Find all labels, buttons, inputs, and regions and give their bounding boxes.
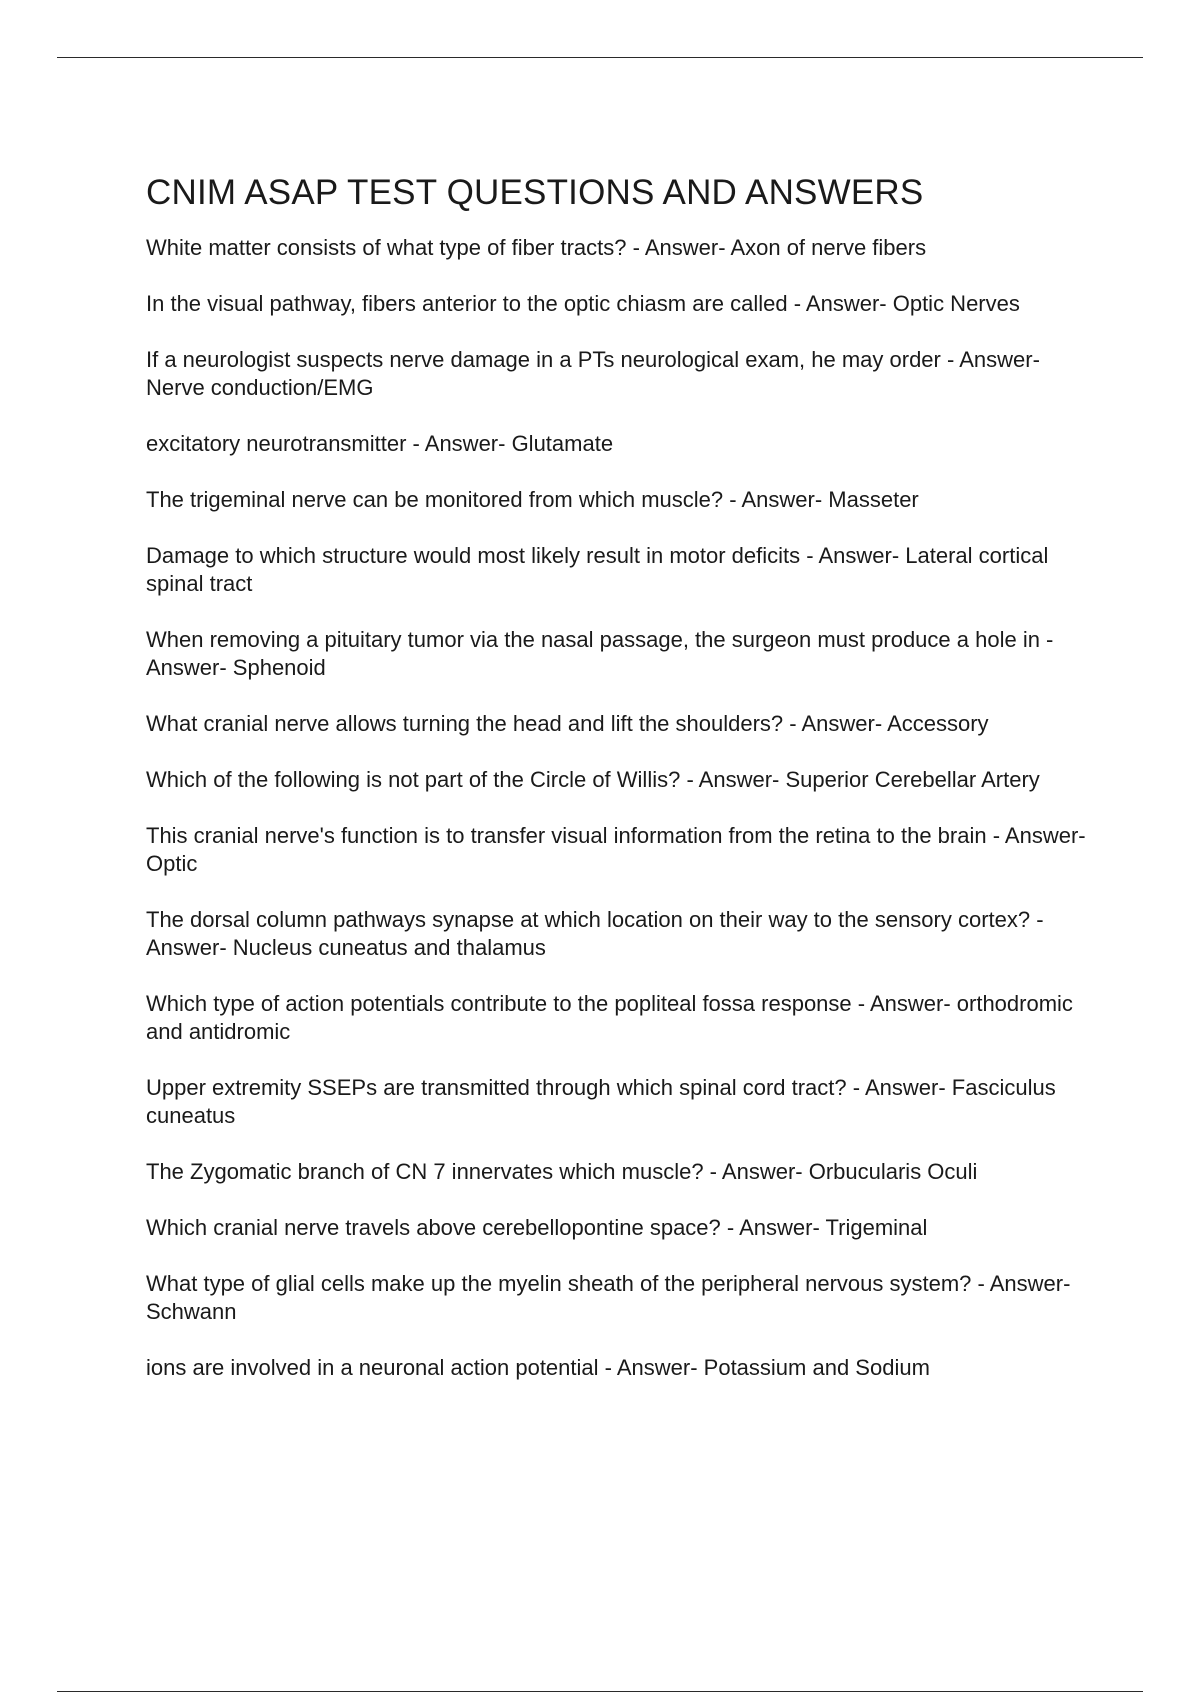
qa-item: When removing a pituitary tumor via the nasal passage, the surgeon must produce a hole in - Answer- Sphenoid: [146, 627, 1054, 680]
qa-list: [146, 234, 1096, 1382]
qa-item: Which of the following is not part of the Circle of Willis? - Answer- Superior Cerebellar Artery: [146, 767, 1040, 792]
document-title: CNIM ASAP TEST QUESTIONS AND ANSWERS: [146, 173, 924, 212]
header-rule: [57, 57, 1143, 58]
qa-item: White matter consists of what type of fiber tracts? - Answer- Axon of nerve fibers: [146, 235, 927, 260]
qa-item: excitatory neurotransmitter - Answer- Glutamate: [146, 431, 614, 456]
qa-item: What cranial nerve allows turning the head and lift the shoulders? - Answer- Accessory: [146, 711, 989, 736]
footer-rule: [57, 1691, 1143, 1692]
qa-item: The dorsal column pathways synapse at which location on their way to the sensory cortex? - Answer- Nucleus cuneatus and thalamus: [146, 907, 1044, 960]
qa-item: This cranial nerve's function is to transfer visual information from the retina to the brain - Answer- Optic: [146, 823, 1086, 876]
qa-item: If a neurologist suspects nerve damage in a PTs neurological exam, he may order - Answer- Nerve conduction/EMG: [146, 347, 1040, 400]
qa-item: Which type of action potentials contribute to the popliteal fossa response - Answer- orthodromic and antidromic: [146, 991, 1073, 1044]
qa-item: Upper extremity SSEPs are transmitted through which spinal cord tract? - Answer- Fasciculus cuneatus: [146, 1075, 1056, 1128]
document-body: [146, 172, 1096, 1410]
qa-item: Which cranial nerve travels above cerebellopontine space? - Answer- Trigeminal: [146, 1215, 928, 1240]
qa-item: The trigeminal nerve can be monitored from which muscle? - Answer- Masseter: [146, 487, 919, 512]
qa-item: ions are involved in a neuronal action potential - Answer- Potassium and Sodium: [146, 1355, 930, 1380]
qa-item: Damage to which structure would most likely result in motor deficits - Answer- Lateral cortical spinal tract: [146, 543, 1049, 596]
qa-item: The Zygomatic branch of CN 7 innervates which muscle? - Answer- Orbucularis Oculi: [146, 1159, 978, 1184]
qa-item: In the visual pathway, fibers anterior to the optic chiasm are called - Answer- Optic Nerves: [146, 291, 1020, 316]
qa-item: What type of glial cells make up the myelin sheath of the peripheral nervous system? - Answer- Schwann: [146, 1271, 1071, 1324]
